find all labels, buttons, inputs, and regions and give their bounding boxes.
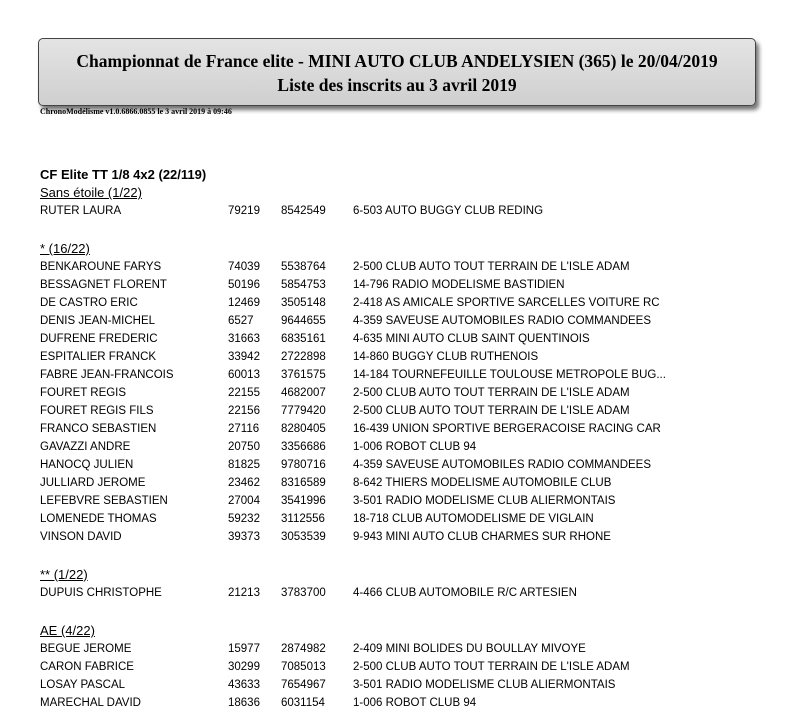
report-title: Championnat de France elite - MINI AUTO CLUB ANDELYSIEN (365) le 20/04/2019	[76, 51, 718, 71]
entrant-club: 14-796 RADIO MODELISME BASTIDIEN	[353, 279, 565, 291]
table-row	[40, 366, 780, 384]
entrant-transponder: 5854753	[281, 279, 326, 291]
entrant-name: DUPUIS CHRISTOPHE	[40, 587, 162, 599]
entrant-transponder: 3356686	[281, 441, 326, 453]
entrant-club: 16-439 UNION SPORTIVE BERGERACOISE RACING CAR	[353, 423, 661, 435]
table-row	[40, 384, 780, 402]
table-row	[40, 420, 780, 438]
entrant-license: 27004	[228, 495, 260, 507]
entrant-group	[40, 622, 780, 712]
table-row	[40, 474, 780, 492]
generator-note: ChronoModélisme v1.0.6866.0855 le 3 avril 2019 à 09:46	[40, 107, 232, 116]
entrant-license: 22156	[228, 405, 260, 417]
entrant-transponder: 9644655	[281, 315, 326, 327]
entrant-name: VINSON DAVID	[40, 531, 122, 543]
entrant-club: 4-466 CLUB AUTOMOBILE R/C ARTESIEN	[353, 587, 577, 599]
entrant-license: 12469	[228, 297, 260, 309]
entrant-transponder: 8542549	[281, 205, 326, 217]
entrant-club: 9-943 MINI AUTO CLUB CHARMES SUR RHONE	[353, 531, 611, 543]
entrant-license: 27116	[228, 423, 260, 435]
table-row	[40, 694, 780, 712]
entrant-license: 20750	[228, 441, 260, 453]
entrant-name: LOSAY PASCAL	[40, 679, 126, 691]
entrant-license: 15977	[228, 643, 260, 655]
entrant-transponder: 2874982	[281, 643, 326, 655]
entrant-license: 43633	[228, 679, 260, 691]
entrant-transponder: 4682007	[281, 387, 326, 399]
entrant-transponder: 7779420	[281, 405, 326, 417]
entrant-name: FABRE JEAN-FRANCOIS	[40, 369, 174, 381]
entrant-license: 18636	[228, 697, 260, 709]
entrant-club: 2-500 CLUB AUTO TOUT TERRAIN DE L'ISLE ADAM	[353, 387, 630, 399]
entrant-transponder: 9780716	[281, 459, 326, 471]
entrant-name: GAVAZZI ANDRE	[40, 441, 131, 453]
entrant-name: MARECHAL DAVID	[40, 697, 141, 709]
table-row	[40, 258, 780, 276]
entrant-group	[40, 240, 780, 546]
entrant-name: JULLIARD JEROME	[40, 477, 146, 489]
table-row	[40, 438, 780, 456]
entrant-transponder: 3112556	[281, 513, 325, 525]
registration-list	[40, 166, 780, 712]
entrant-license: 21213	[228, 587, 260, 599]
entrant-club: 14-860 BUGGY CLUB RUTHENOIS	[353, 351, 539, 363]
entrant-license: 30299	[228, 661, 260, 673]
entrant-club: 4-359 SAVEUSE AUTOMOBILES RADIO COMMANDEES	[353, 315, 652, 327]
entrant-license: 23462	[228, 477, 260, 489]
entrant-club: 2-418 AS AMICALE SPORTIVE SARCELLES VOITURE RC	[353, 297, 660, 309]
entrant-name: DUFRENE FREDERIC	[40, 333, 158, 345]
entrant-license: 31663	[228, 333, 260, 345]
entrant-name: CARON FABRICE	[40, 661, 134, 673]
groups-container	[40, 184, 780, 712]
entrant-name: BENKAROUNE FARYS	[40, 261, 162, 273]
entrant-club: 1-006 ROBOT CLUB 94	[353, 441, 477, 453]
entrant-license: 79219	[228, 205, 260, 217]
table-row	[40, 528, 780, 546]
table-row	[40, 676, 780, 694]
entrant-name: FOURET REGIS	[40, 387, 127, 399]
report-subtitle: Liste des inscrits au 3 avril 2019	[277, 75, 517, 95]
entrant-club: 3-501 RADIO MODELISME CLUB ALIERMONTAIS	[353, 679, 616, 691]
table-row	[40, 640, 780, 658]
table-row	[40, 510, 780, 528]
entrant-name: LEFEBVRE SEBASTIEN	[40, 495, 168, 507]
entrant-club: 3-501 RADIO MODELISME CLUB ALIERMONTAIS	[353, 495, 616, 507]
entrant-transponder: 3761575	[281, 369, 326, 381]
entrant-license: 33942	[228, 351, 260, 363]
entrant-club: 2-409 MINI BOLIDES DU BOULLAY MIVOYE	[353, 643, 586, 655]
entrant-license: 81825	[228, 459, 260, 471]
entrant-name: BESSAGNET FLORENT	[40, 279, 167, 291]
entrant-transponder: 8316589	[281, 477, 326, 489]
entrant-group	[40, 566, 780, 602]
group-title: ** (1/22)	[40, 567, 88, 582]
entrant-transponder: 3541996	[281, 495, 326, 507]
entrant-transponder: 2722898	[281, 351, 326, 363]
entrant-club: 4-359 SAVEUSE AUTOMOBILES RADIO COMMANDEES	[353, 459, 652, 471]
entrant-club: 2-500 CLUB AUTO TOUT TERRAIN DE L'ISLE ADAM	[353, 261, 630, 273]
table-row	[40, 312, 780, 330]
entrant-license: 39373	[228, 531, 260, 543]
table-row	[40, 348, 780, 366]
entrant-license: 50196	[228, 279, 260, 291]
entrant-club: 8-642 THIERS MODELISME AUTOMOBILE CLUB	[353, 477, 612, 489]
entrant-name: FOURET REGIS FILS	[40, 405, 154, 417]
report-header	[38, 38, 756, 106]
entrant-license: 22155	[228, 387, 260, 399]
entrant-club: 2-500 CLUB AUTO TOUT TERRAIN DE L'ISLE ADAM	[353, 405, 630, 417]
table-row	[40, 402, 780, 420]
group-title: AE (4/22)	[40, 623, 95, 638]
table-row	[40, 492, 780, 510]
entrant-group	[40, 184, 780, 220]
entrant-name: ESPITALIER FRANCK	[40, 351, 157, 363]
group-title: * (16/22)	[40, 241, 90, 256]
entrant-transponder: 5538764	[281, 261, 326, 273]
entrant-transponder: 7654967	[281, 679, 326, 691]
entrant-license: 60013	[228, 369, 260, 381]
entrant-license: 74039	[228, 261, 260, 273]
entrant-license: 6527	[228, 315, 254, 327]
entrant-club: 4-635 MINI AUTO CLUB SAINT QUENTINOIS	[353, 333, 590, 345]
entrant-transponder: 3505148	[281, 297, 326, 309]
entrant-club: 1-006 ROBOT CLUB 94	[353, 697, 477, 709]
entrant-transponder: 6031154	[281, 697, 325, 709]
table-row	[40, 456, 780, 474]
section-title: CF Elite TT 1/8 4x2 (22/119)	[40, 167, 207, 182]
group-title: Sans étoile (1/22)	[40, 185, 142, 200]
table-row	[40, 330, 780, 348]
entrant-club: 6-503 AUTO BUGGY CLUB REDING	[353, 205, 544, 217]
entrant-name: FRANCO SEBASTIEN	[40, 423, 157, 435]
entrant-club: 2-500 CLUB AUTO TOUT TERRAIN DE L'ISLE ADAM	[353, 661, 630, 673]
table-row	[40, 294, 780, 312]
table-row	[40, 276, 780, 294]
entrant-name: DE CASTRO ERIC	[40, 297, 138, 309]
entrant-club: 14-184 TOURNEFEUILLE TOULOUSE METROPOLE BUG...	[353, 369, 666, 381]
entrant-name: LOMENEDE THOMAS	[40, 513, 157, 525]
table-row	[40, 584, 780, 602]
entrant-name: BEGUE JEROME	[40, 643, 132, 655]
entrant-name: DENIS JEAN-MICHEL	[40, 315, 156, 327]
entrant-transponder: 3783700	[281, 587, 326, 599]
table-row	[40, 202, 780, 220]
entrant-license: 59232	[228, 513, 260, 525]
entrant-club: 18-718 CLUB AUTOMODELISME DE VIGLAIN	[353, 513, 594, 525]
table-row	[40, 658, 780, 676]
entrant-name: RUTER LAURA	[40, 205, 122, 217]
entrant-transponder: 7085013	[281, 661, 326, 673]
entrant-name: HANOCQ JULIEN	[40, 459, 134, 471]
entrant-transponder: 3053539	[281, 531, 326, 543]
entrant-transponder: 8280405	[281, 423, 326, 435]
entrant-transponder: 6835161	[281, 333, 326, 345]
